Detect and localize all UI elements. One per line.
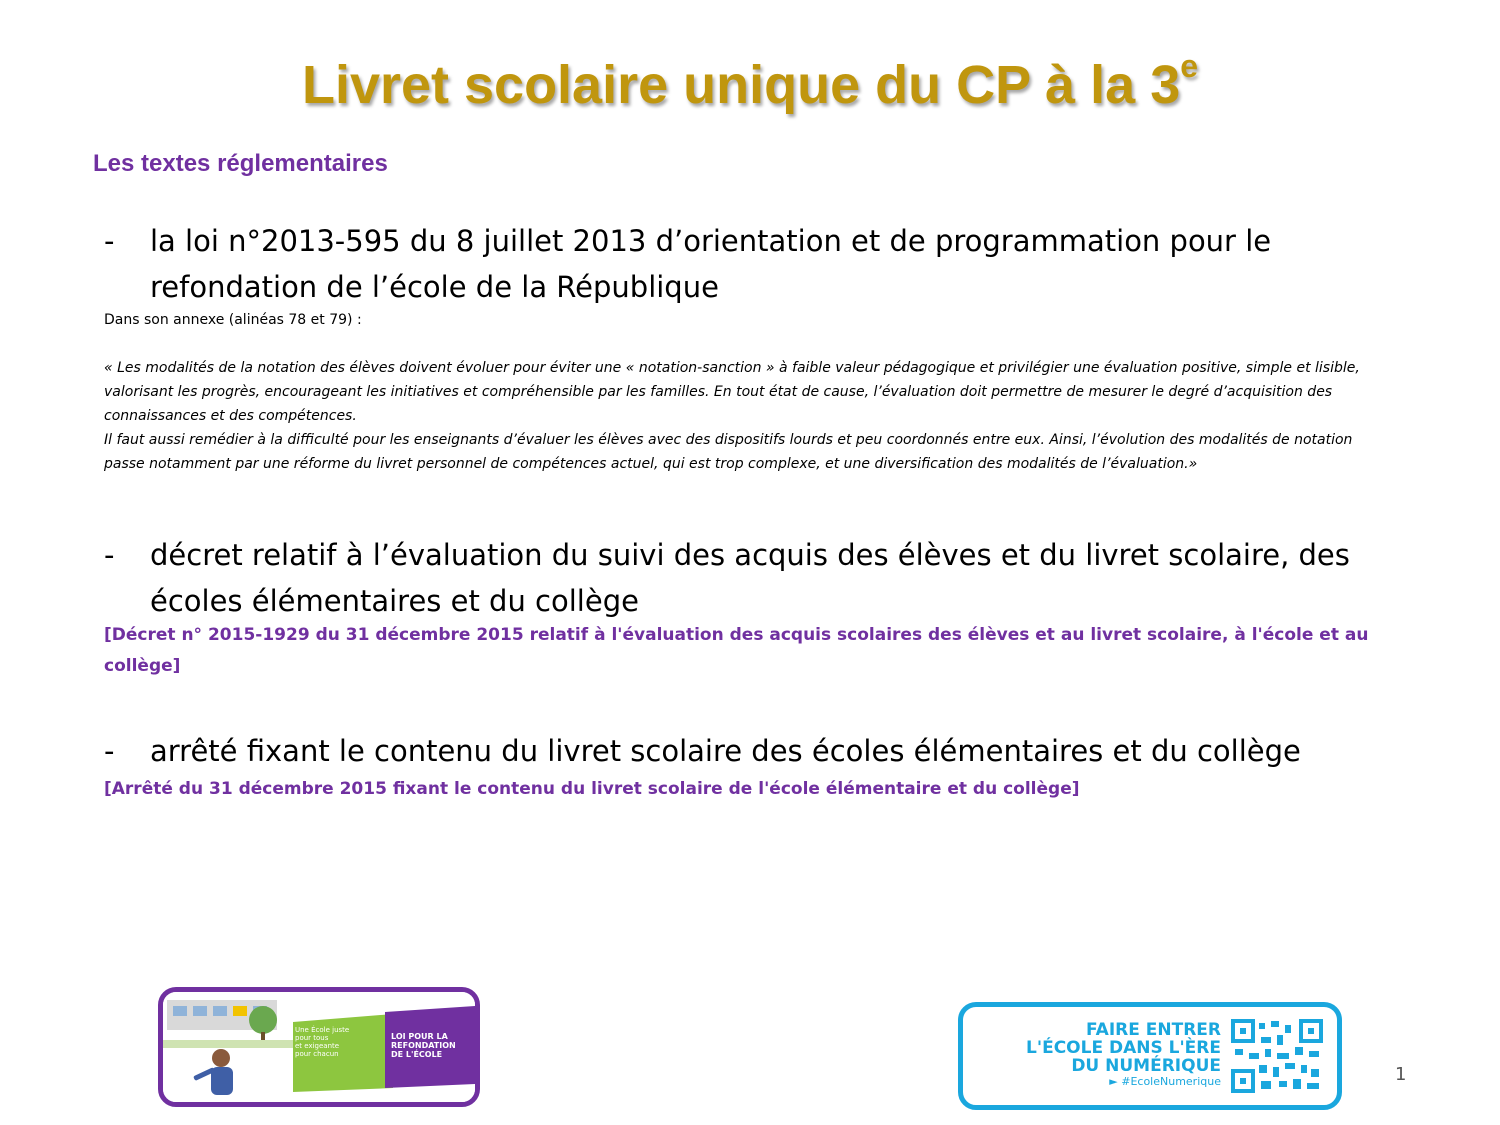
bullet-law [104, 218, 1404, 310]
tagline-line: pour chacun [295, 1050, 339, 1058]
decree-reference: [Décret n° 2015-1929 du 31 décembre 2015 relatif à l'évaluation des acquis scolaires des élèves et au livret scolaire, à l'école et au collège] [104, 625, 1369, 676]
label-line: DE L'ÉCOLE [391, 1050, 443, 1059]
bullet-dash: - [104, 538, 115, 572]
refondation-tagline [295, 1026, 385, 1058]
tagline-line: Une École juste [295, 1026, 350, 1034]
refondation-logo [158, 987, 480, 1107]
annex-quote [104, 356, 1394, 476]
ecole-numerique-logo [958, 1002, 1342, 1110]
slide-title [0, 48, 1500, 116]
ne-line: L'ÉCOLE DANS L'ÈRE [1026, 1038, 1221, 1058]
ne-hashtag: #EcoleNumerique [1121, 1075, 1221, 1088]
slide-title-superscript: e [1180, 48, 1199, 84]
quote-paragraph: Il faut aussi remédier à la difficulté pour les enseignants d’évaluer les élèves avec des dispositifs lourds et peu coordonnés entre eux. Ainsi, l’évolution des modalités de notation passe notamment par une réforme du livret personnel de compétences actuel, qui est trop complexe, et une diversification des modalités de l’évaluation.» [104, 432, 1353, 472]
ne-line: FAIRE ENTRER [1086, 1020, 1221, 1040]
ne-line: DU NUMÉRIQUE [1071, 1056, 1221, 1076]
twitter-bird-icon: ► [1109, 1075, 1118, 1088]
tagline-line: pour tous [295, 1034, 329, 1042]
bullet-text: arrêté fixant le contenu du livret scolaire des écoles élémentaires et du collège [150, 734, 1301, 768]
bullet-dash: - [104, 224, 115, 258]
label-line: REFONDATION [391, 1041, 456, 1050]
bullet-decree [104, 532, 1404, 624]
slide-title-text: Livret scolaire unique du CP à la 3 [301, 55, 1181, 115]
bullet-text: la loi n°2013-595 du 8 juillet 2013 d’orientation et de programmation pour le refondation de l’école de la République [150, 224, 1272, 304]
bullet-dash: - [104, 734, 115, 768]
quote-paragraph: « Les modalités de la notation des élèves doivent évoluer pour éviter une « notation-sanction » à faible valeur pédagogique et privilégier une évaluation positive, simple et lisible, valorisant les progrès, encourageant les initiatives et compréhensible par les familles. En tout état de cause, l’évaluation doit permettre de mesurer le degré d’acquisition des connaissances et des compétences. [104, 360, 1360, 424]
refondation-label [391, 1032, 475, 1059]
ecole-numerique-text [967, 1021, 1221, 1089]
bullet-order [104, 728, 1404, 774]
ne-hashtag-row [967, 1075, 1221, 1089]
annex-note: Dans son annexe (alinéas 78 et 79) : [104, 312, 362, 328]
page-number: 1 [1395, 1064, 1407, 1085]
label-line: LOI POUR LA [391, 1032, 448, 1041]
order-reference: [Arrêté du 31 décembre 2015 fixant le contenu du livret scolaire de l'école élémentaire et du collège] [104, 779, 1080, 799]
qr-code-icon [1231, 1019, 1323, 1093]
section-subtitle: Les textes réglementaires [93, 150, 388, 177]
tagline-line: et exigeante [295, 1042, 340, 1050]
bullet-text: décret relatif à l’évaluation du suivi des acquis des élèves et du livret scolaire, des écoles élémentaires et du collège [150, 538, 1350, 618]
